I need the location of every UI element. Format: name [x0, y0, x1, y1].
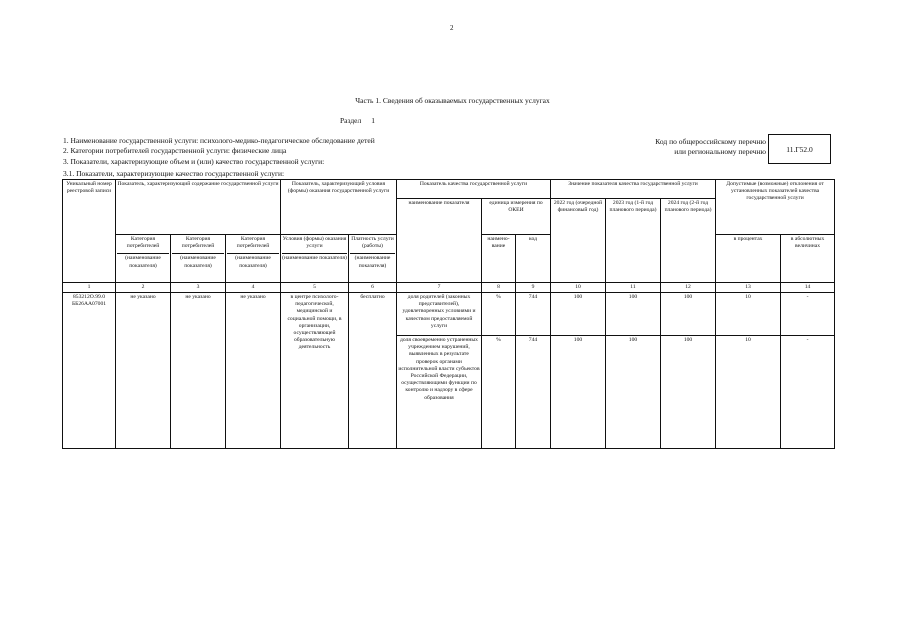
category-value-3: не указано — [226, 293, 281, 449]
form-value: в центре психолого-педагогической, медицинской и социальной помощи, в организации, осуществляющей образовательную деятельность — [281, 293, 349, 449]
header-payment-label: Платность услуги (работы) — [351, 236, 394, 250]
header-forms — [281, 235, 349, 283]
col-num: 1 — [63, 283, 116, 293]
indicator-name: доля родителей (законных представителей), удовлетворенных условиями и качеством предоставляемой услуги — [397, 293, 482, 336]
section-heading — [340, 116, 375, 125]
code-label: Код по общероссийскому перечню или региональному перечню — [655, 137, 766, 157]
header-unit-code: код — [516, 235, 551, 283]
value-2023: 100 — [606, 293, 661, 336]
category-value-2: не указано — [171, 293, 226, 449]
quality-indicators-line: 3.1. Показатели, характеризующие качество государственной услуги: — [63, 169, 285, 178]
section-label: Раздел — [340, 116, 362, 125]
header-pname: (наименование показателя) — [350, 253, 395, 269]
header-year-2023: 2023 год (1-й год планового периода) — [606, 199, 661, 283]
service-name-line: 1. Наименование государственной услуги: психолого-медико-педагогическое обследование детей — [63, 136, 375, 145]
header-deviation: Допустимые (возможные) отклонения от установленных показателей качества государственной услуги — [716, 180, 835, 235]
col-num: 6 — [349, 283, 397, 293]
col-num: 4 — [226, 283, 281, 293]
header-pname: (наименование показателя) — [282, 255, 347, 262]
unit-code: 744 — [516, 336, 551, 449]
payment-value: бесплатно — [349, 293, 397, 449]
header-pname: (наименование показателя) — [227, 253, 279, 269]
header-percent: в процентах — [716, 235, 781, 283]
header-indicator-name: наименование показателя — [397, 199, 482, 283]
header-year-2022: 2022 год (очередной финансовый год) — [551, 199, 606, 283]
col-num: 8 — [482, 283, 516, 293]
col-num: 2 — [116, 283, 171, 293]
col-num: 10 — [551, 283, 606, 293]
header-category-label: Категория потребителей — [126, 236, 160, 250]
col-num: 5 — [281, 283, 349, 293]
col-num: 14 — [781, 283, 835, 293]
col-num: 9 — [516, 283, 551, 293]
header-content: Показатель, характеризующий содержание государственной услуги — [116, 180, 281, 235]
col-num: 13 — [716, 283, 781, 293]
registry-number: 853212О.99.0 ББ26АА07001 — [63, 293, 116, 449]
header-category-label: Категория потребителей — [236, 236, 270, 250]
header-category-label: Категория потребителей — [181, 236, 215, 250]
unit-name: % — [482, 293, 516, 336]
value-2024: 100 — [661, 293, 716, 336]
header-category-3 — [226, 235, 281, 283]
header-pname: (наименование показателя) — [117, 253, 169, 269]
indicators-line: 3. Показатели, характеризующие объем и (или) качество государственной услуги: — [63, 157, 325, 166]
quality-table — [62, 179, 835, 449]
value-2023: 100 — [606, 336, 661, 449]
header-category-1 — [116, 235, 171, 283]
header-unit-name: наимено-вание — [482, 235, 516, 283]
value-2022: 100 — [551, 336, 606, 449]
header-year-2024: 2024 год (2-й год планового периода) — [661, 199, 716, 283]
col-num: 12 — [661, 283, 716, 293]
deviation-absolute: - — [781, 336, 835, 449]
page-number: 2 — [450, 24, 454, 32]
deviation-absolute: - — [781, 293, 835, 336]
col-num: 3 — [171, 283, 226, 293]
header-conditions: Показатель, характеризующий условия (формы) оказания государственной услуги — [281, 180, 397, 235]
part-title: Часть 1. Сведения об оказываемых государственных услугах — [355, 96, 550, 105]
header-quality: Показатель качества государственной услуги — [397, 180, 551, 199]
section-number: 1 — [371, 116, 375, 125]
value-2022: 100 — [551, 293, 606, 336]
header-forms-label: Условия (формы) оказания услуги — [282, 236, 347, 250]
value-2024: 100 — [661, 336, 716, 449]
code-box — [768, 134, 831, 164]
header-absolute: в абсолютных величинах — [781, 235, 835, 283]
header-pname: (наименование показателя) — [172, 253, 224, 269]
consumer-category-line: 2. Категории потребителей государственной услуги: физические лица — [63, 146, 287, 155]
header-category-2 — [171, 235, 226, 283]
unit-name: % — [482, 336, 516, 449]
indicator-name: доля своевременно устраненных учреждением нарушений, выявленных в результате проверок органами исполнительной власти субъектов Российской Федерации, осуществляющими функции по контролю и надзору в сфере образования — [397, 336, 482, 449]
header-unique-number: Уникальный номер реестровой записи — [63, 180, 116, 283]
deviation-percent: 10 — [716, 336, 781, 449]
header-payment — [349, 235, 397, 283]
code-value: 11.Г52.0 — [786, 144, 813, 154]
col-num: 7 — [397, 283, 482, 293]
header-unit: единица измерения по ОКЕИ — [482, 199, 551, 235]
unit-code: 744 — [516, 293, 551, 336]
category-value-1: не указано — [116, 293, 171, 449]
deviation-percent: 10 — [716, 293, 781, 336]
col-num: 11 — [606, 283, 661, 293]
header-values: Значение показателя качества государственной услуги — [551, 180, 716, 199]
